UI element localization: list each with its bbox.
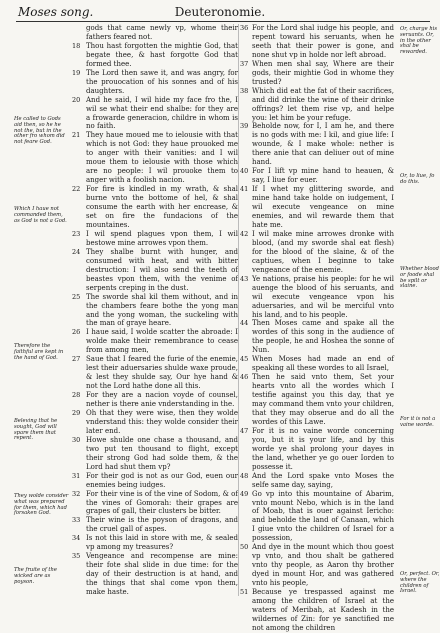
- verse-text: And the Lord spake vnto Moses the selfe same day, saying,: [252, 471, 394, 489]
- verse-number: 18: [72, 41, 81, 50]
- verse: [72, 552, 238, 597]
- verse-text: Then he said vnto them, Set your hearts vnto all the wordes which I testifie against you this day, that ye may command them vnto your children, that they may obserue and do all the wordes of this Lawe.: [252, 373, 394, 426]
- margin-note: He called to Gods aid then, so he he not the, but in the other fro whom did not feare God.: [14, 116, 65, 146]
- verse-number: 19: [72, 68, 81, 77]
- margin-note: Or, charge his seruants. Or, in the other shal be rewarded.: [400, 26, 437, 56]
- verse: [72, 248, 238, 293]
- verse-number: 26: [72, 328, 81, 337]
- verse: [72, 131, 238, 185]
- verse-text: Is not this laid in store with me, & sealed vp among my treasures?: [86, 534, 238, 552]
- verse: [72, 185, 238, 230]
- verse: [240, 87, 394, 123]
- verse-number: 39: [240, 122, 249, 131]
- verse: [240, 543, 394, 588]
- verse-number: 31: [72, 471, 81, 480]
- verse: [72, 409, 238, 436]
- verse-number: 44: [240, 319, 249, 328]
- verse-text: For fire is kindled in my wrath, & shal burne vnto the bottome of hel, & shal consume the earth with her encrease, & set on fire the fundacions of the mountaines.: [86, 185, 238, 229]
- verse-text: When Moses had made an end of speaking all these wordes to all Israel,: [252, 355, 394, 373]
- verse-number: 38: [240, 86, 249, 95]
- margin-note: Which I haue not commanded them, as God is not a God.: [14, 206, 67, 224]
- verse-text: Go vp into this mountaine of Abarim, vnto mount Nebo, which is in the land of Moab, that is ouer against Iericho: and beholde the land of Canaan, which I giue vnto the children of Israel for a possession,: [252, 489, 394, 543]
- verse-text: The Lord then sawe it, and was angry, for the prouocation of his sonnes and of his daughters.: [86, 68, 238, 95]
- verse: [72, 42, 238, 69]
- verse: [240, 472, 394, 490]
- column-divider: [238, 24, 239, 596]
- verse-number: 32: [72, 489, 81, 498]
- verse-number: 37: [240, 59, 249, 68]
- verse: [240, 167, 394, 185]
- right-column: [240, 24, 438, 633]
- verse: [240, 427, 394, 472]
- verse-text: I wil make mine arrowes dronke with blood, (and my sworde shal eat flesh) for the blood of the slaine, & of the captiues, when I beginne to take vengeance of the enemie.: [252, 229, 394, 274]
- verse-text: Beholde now, for I, I am he, and there is no gods with me: I kil, and giue life: I wounde, & I make whole: nether is there anie that can deliuer out of mine hand.: [252, 122, 394, 167]
- verse: [240, 319, 394, 355]
- verse-text: And dye in the mount which thou goest vp vnto, and thou shalt be gathered vnto thy people, as Aaron thy brother dyed in mount Hor, and was gathered vnto his people,: [252, 543, 394, 588]
- left-column: [0, 24, 240, 597]
- verse-text: gods that came newly vp, whome their fathers feared not.: [86, 24, 238, 41]
- verse-text: If I whet my glittering sworde, and mine hand take holde on iudgement, I wil execute vengeance on mine enemies, and wil rewarde them that hate me.: [252, 185, 394, 229]
- verse: [240, 122, 394, 167]
- verse-number: 22: [72, 185, 81, 194]
- margin-note: Or, perfect. Or, where the children of Israel.: [400, 571, 440, 595]
- verse-text: I wil spend plagues vpon them, I wil bestowe mine arrowes vpon them.: [86, 229, 238, 247]
- verse-number: 24: [72, 247, 81, 256]
- verse-text: For the Lord shal iudge his people, and repent toward his seruants, when he seeth that their power is gone, and none shut vp in holde nor left abroad.: [252, 24, 394, 59]
- margin-note: Or, to liue, fo do this.: [400, 173, 435, 185]
- verse-number: 47: [240, 426, 249, 435]
- verse: [72, 516, 238, 534]
- margin-note: They wolde consider what was prepared for them, which had forsaken God.: [14, 493, 69, 517]
- verse: [240, 230, 394, 275]
- verse-number: 34: [72, 534, 81, 543]
- verse-number: 40: [240, 167, 249, 176]
- verse-number: 29: [72, 408, 81, 417]
- header-rule: [16, 21, 430, 22]
- verse-number: 50: [240, 543, 249, 552]
- verse-text: They shalbe burnt with hunger, and consumed with heat, and with bitter destruction: I wil also send the teeth of beastes vpon them, with the venime of serpents creping in the dust.: [86, 247, 238, 292]
- verse-text: Which did eat the fat of their sacrifices, and did drinke the wine of their drinke offrings? let them rise vp, and helpe you: let him be your refuge.: [252, 86, 394, 122]
- verse: [240, 275, 394, 320]
- verse-text: The sworde shal kil them without, and in the chambers feare bothe the yong man and the yong woman, the suckeling with the man of graye heare.: [86, 292, 238, 328]
- verse: [240, 185, 394, 230]
- verse: [240, 60, 394, 87]
- verse: [72, 293, 238, 329]
- verse: [240, 373, 394, 427]
- verse-number: 20: [72, 95, 81, 104]
- verse-text: Then Moses came and spake all the wordes of this song in the audience of the people, he and Hoshea the sonne of Nun.: [252, 319, 394, 355]
- verse-text: For it is no vaine worde concerning you, but it is your life, and by this worde ye shal prolong your dayes in the land, whether ye go ouer Iorden to possesse it.: [252, 426, 394, 471]
- verse-text: Because ye trespassed against me among the children of Israel at the waters of Meribah, at Kadesh in the wildernes of Zin: for ye sanctified me not among the children: [252, 588, 394, 632]
- verse-number: 46: [240, 373, 249, 382]
- margin-note: The fruite of the wicked are as poyson.: [14, 567, 57, 585]
- verse-number: 30: [72, 435, 81, 444]
- running-title: Moses song.: [18, 5, 94, 19]
- verse-number: 36: [240, 24, 249, 32]
- margin-note: Therefore the faithful are kept in the hand of God.: [14, 343, 64, 361]
- verse-text: For I lift vp mine hand to heauen, & say, I liue for euer.: [252, 167, 394, 185]
- verse-text: Oh that they were wise, then they wolde vnderstand this: they wolde consider their later end.: [86, 408, 238, 435]
- verse-text: And he said, I wil hide my face fro the, I wil se what their end shalbe: for they are a frowarde generacion, childre in whom is no faith.: [86, 95, 238, 131]
- verse: [72, 391, 238, 409]
- verse-text: I haue said, I wolde scatter the abroade: I wolde make their remembrance to cease from among men,: [86, 328, 238, 355]
- verse-text: Howe shulde one chase a thousand, and two put ten thousand to flight, except their strong God had solde them, & the Lord had shut them vp?: [86, 435, 238, 471]
- verse-text: For their god is not as our God, euen our enemies being iudges.: [86, 471, 238, 489]
- verse-text: For their vine is of the vine of Sodom, & of the vines of Gomorah: their grapes are grapes of gall, their clusters be bitter.: [86, 489, 238, 516]
- verse: [72, 355, 238, 391]
- verse: [72, 436, 238, 472]
- margin-note: Beleving that he sought, God will spare them that repent.: [14, 418, 58, 442]
- verse-number: 27: [72, 355, 81, 364]
- verse-number: 42: [240, 229, 249, 238]
- verse-number: 49: [240, 489, 249, 498]
- verse: [72, 96, 238, 132]
- verse: [72, 534, 238, 552]
- verse-text: They haue moued me to ielousie with that which is not God: they haue prouoked me to anger with their vanities: and I wil moue them to ielousie with those which are no people: I wil prouoke them to anger with a foolish nacion.: [86, 131, 238, 185]
- verse-number: 48: [240, 471, 249, 480]
- verse-number: 41: [240, 185, 249, 194]
- verse: [72, 69, 238, 96]
- verse: [72, 490, 238, 517]
- verse: [72, 230, 238, 248]
- verse: [240, 588, 394, 633]
- verse-text: Thou hast forgotten the mightie God, that begate thee, & hast forgotte God that formed thee.: [86, 41, 238, 68]
- verse-text: For they are a nacion voyde of counsel, nether is there anie vnderstanding in the.: [86, 391, 238, 409]
- verse-text: Vengeance and recompense are mine: their fote shal slide in due time: for the day of their destruction is at hand, and the things that shal come vpon them, make haste.: [86, 552, 238, 597]
- verse-number: 33: [72, 516, 81, 525]
- verse-number: 43: [240, 274, 249, 283]
- verse-number: 21: [72, 131, 81, 140]
- verse: [72, 24, 238, 42]
- verse-text: Saue that I feared the furie of the enemie, lest their aduersaries shulde waxe proude, & lest they shulde say, Our hye hand & not the Lord hathe done all this.: [86, 355, 238, 391]
- verse-text: Ye nations, praise his people: for he wil auenge the blood of his seruants, and wil execute vengeance vpon his aduersaries, and wil be merciful vnto his land, and to his people.: [252, 274, 394, 319]
- verse-number: 35: [72, 552, 81, 561]
- verse: [240, 355, 394, 373]
- verse-number: 51: [240, 588, 249, 597]
- verse: [72, 328, 238, 355]
- verse-number: 23: [72, 229, 81, 238]
- margin-note: Whether blood or foode shal be spilt or slaine.: [400, 266, 439, 290]
- verse-number: 28: [72, 391, 81, 400]
- margin-note: For it is not a vaine worde.: [400, 416, 436, 428]
- verse: [72, 472, 238, 490]
- verse: [240, 490, 394, 544]
- verse: [240, 24, 394, 60]
- verse-text: Their wine is the poyson of dragons, and the cruel gall of aspes.: [86, 516, 238, 534]
- book-title: Deuteronomie.: [174, 5, 266, 19]
- verse-text: When men shal say, Where are their gods, their mightie God in whome they trusted?: [252, 59, 394, 86]
- verse-number: 45: [240, 355, 249, 364]
- verse-number: 25: [72, 292, 81, 301]
